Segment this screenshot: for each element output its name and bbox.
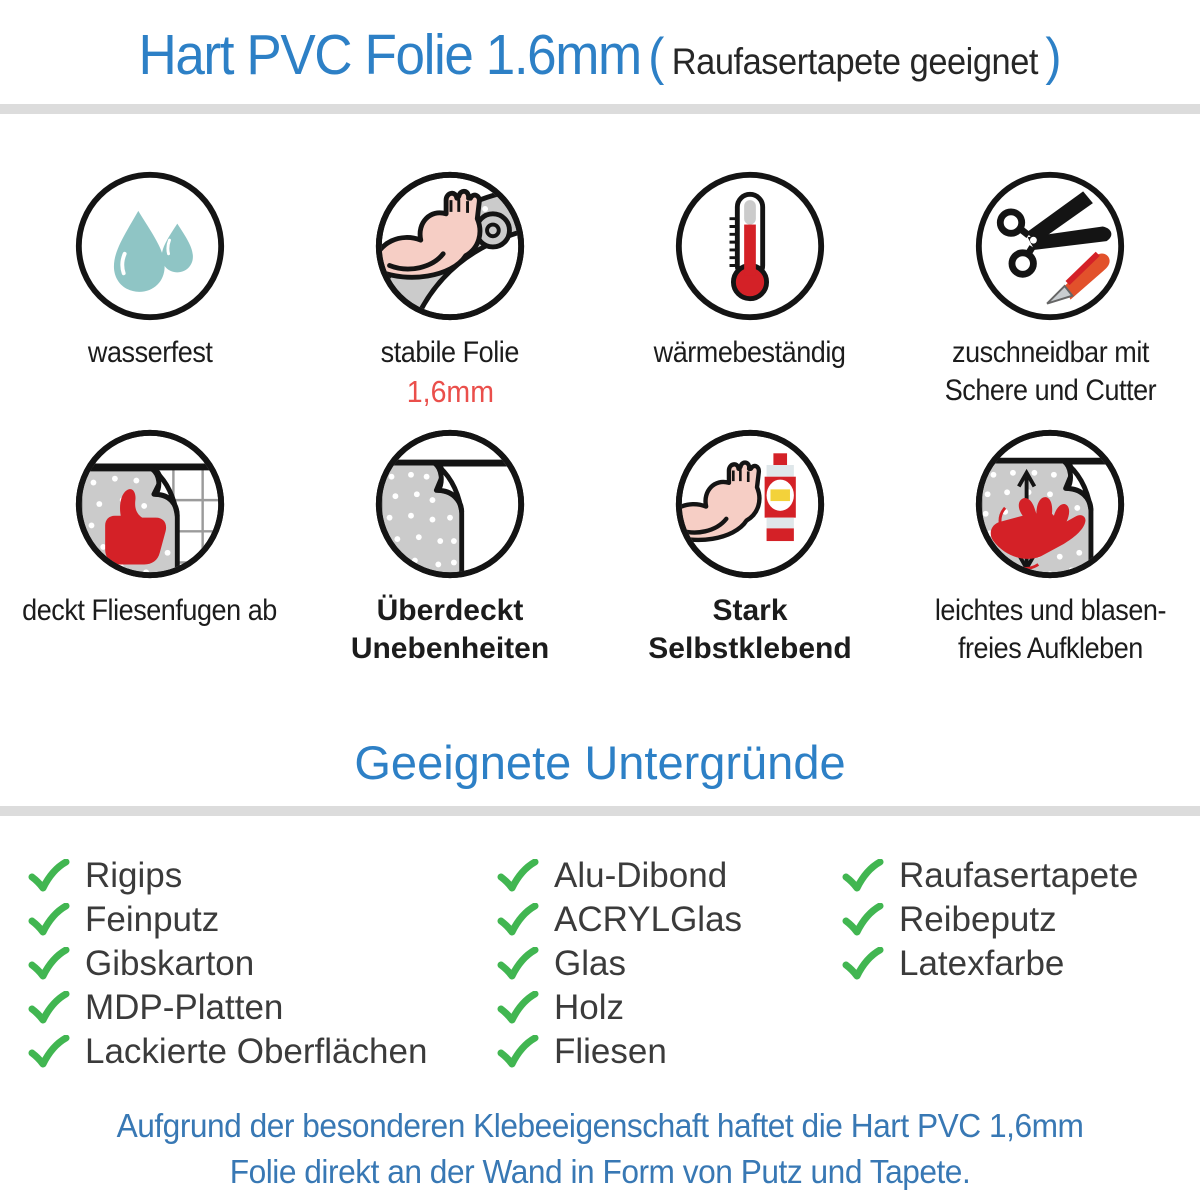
surfaces-section-title: Geeignete Untergründe — [354, 736, 846, 789]
thermometer-icon — [672, 168, 828, 324]
surface-item: Lackierte Oberflächen — [28, 1030, 427, 1074]
check-icon — [28, 903, 70, 937]
feature-tile-joints — [0, 426, 300, 668]
check-icon — [497, 991, 539, 1025]
check-icon — [842, 903, 884, 937]
surface-item: Feinputz — [28, 898, 427, 942]
hand-smoothing-icon — [972, 426, 1128, 582]
surfaces-column-3 — [842, 854, 1138, 986]
surface-item: Alu-Dibond — [497, 854, 742, 898]
surfaces-column-1 — [28, 854, 427, 1074]
feature-label: Überdeckt Unebenheiten — [350, 594, 550, 665]
feature-label: wasserfest — [87, 336, 213, 369]
water-drops-icon — [72, 168, 228, 324]
surface-item: ACRYLGlas — [497, 898, 742, 942]
check-icon — [842, 859, 884, 893]
feature-cuttable — [900, 168, 1200, 410]
check-icon — [28, 1035, 70, 1069]
surface-item: Rigips — [28, 854, 427, 898]
check-icon — [28, 991, 70, 1025]
surface-item: Fliesen — [497, 1030, 742, 1074]
feature-grid — [0, 168, 1200, 668]
covers-unevenness-foil-icon — [372, 426, 528, 582]
adhesion-note — [24, 1103, 1176, 1195]
surface-item: Glas — [497, 942, 742, 986]
feature-heat-resistant — [600, 168, 900, 410]
feature-label: zuschneidbar mit Schere und Cutter — [944, 336, 1156, 407]
surfaces-column-2 — [497, 854, 742, 1074]
feature-label: leichtes und blasen- freies Aufkleben — [934, 594, 1166, 665]
check-icon — [28, 947, 70, 981]
page-title — [42, 22, 1158, 88]
surface-item: Reibeputz — [842, 898, 1138, 942]
feature-label: deckt Fliesenfugen ab — [22, 594, 278, 627]
divider-bar-top — [0, 104, 1200, 114]
surface-item: Raufasertapete — [842, 854, 1138, 898]
title-subtitle: Raufasertapete geeignet — [671, 41, 1038, 82]
check-icon — [497, 947, 539, 981]
surface-item: Latexfarbe — [842, 942, 1138, 986]
surface-item: Gibskarton — [28, 942, 427, 986]
feature-label: wärmebeständig — [654, 336, 846, 369]
scissors-cutter-icon — [972, 168, 1128, 324]
feature-covers-unevenness — [300, 426, 600, 668]
feature-self-adhesive — [600, 426, 900, 668]
strong-arm-glue-icon — [672, 426, 828, 582]
feature-label: Stark Selbstklebend — [648, 594, 852, 665]
adhesion-note-line: Aufgrund der besonderen Klebeeigenschaft haftet die Hart PVC 1,6mm — [116, 1107, 1084, 1144]
check-icon — [497, 903, 539, 937]
feature-waterproof — [0, 168, 300, 410]
check-icon — [497, 859, 539, 893]
feature-bubble-free — [900, 426, 1200, 668]
surface-item: MDP-Platten — [28, 986, 427, 1030]
adhesion-note-line: Folie direkt an der Wand in Form von Putz und Tapete. — [229, 1153, 971, 1190]
feature-thickness-label: 1,6mm — [406, 374, 494, 409]
title-paren-open: ( — [648, 28, 665, 86]
feature-stable-foil — [300, 168, 600, 410]
check-icon — [497, 1035, 539, 1069]
divider-bar-middle — [0, 806, 1200, 816]
title-main: Hart PVC Folie 1.6mm — [138, 23, 641, 87]
check-icon — [28, 859, 70, 893]
surface-item: Holz — [497, 986, 742, 1030]
tile-joints-thumb-icon — [72, 426, 228, 582]
strong-arm-foil-icon — [372, 168, 528, 324]
check-icon — [842, 947, 884, 981]
feature-label: stabile Folie — [380, 336, 520, 369]
title-paren-close: ) — [1045, 28, 1062, 86]
